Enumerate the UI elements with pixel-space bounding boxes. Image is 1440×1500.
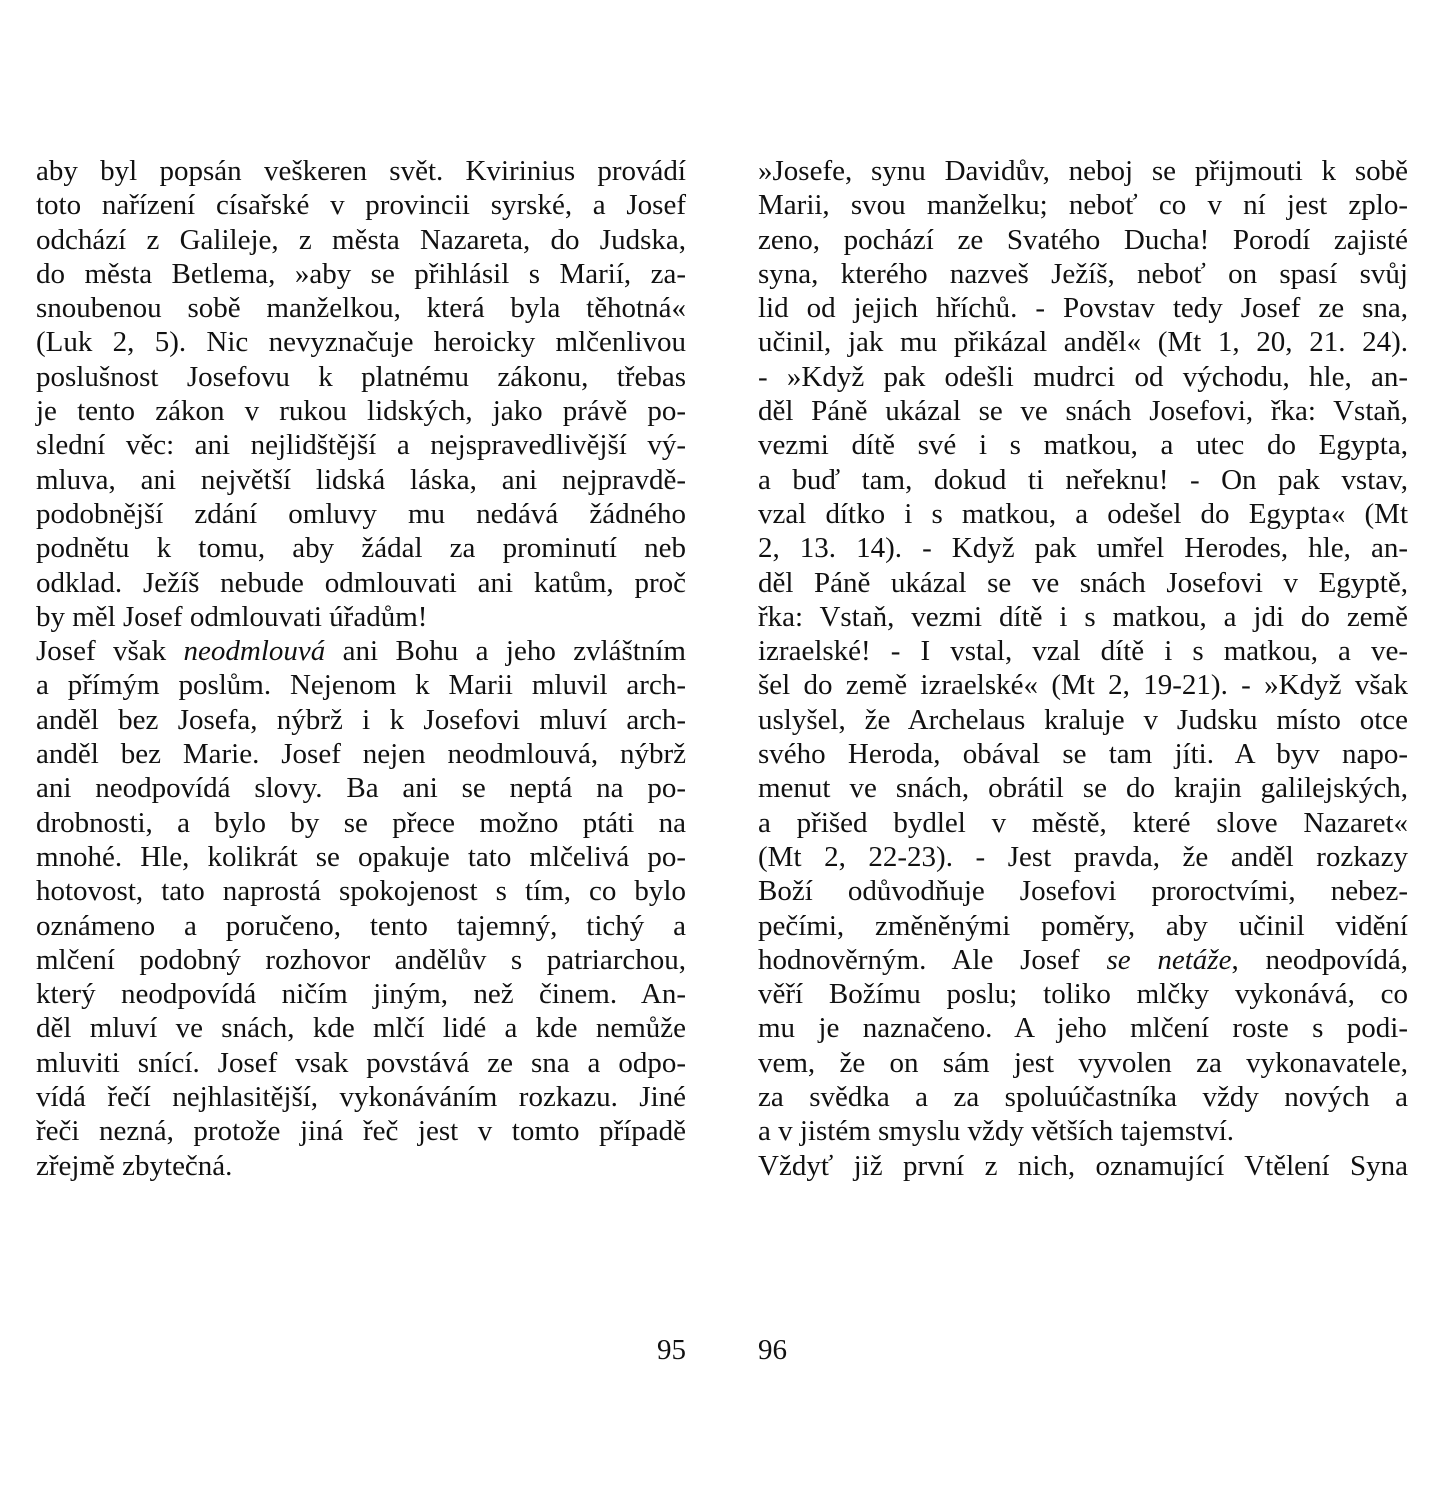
text-line <box>36 668 686 702</box>
text-segment: slední věc: ani nejlidštější a nejspravedlivější vý- <box>36 429 686 462</box>
text-segment: mlčení podobný rozhovor andělův s patriarchou, <box>36 943 686 976</box>
text-line <box>758 1114 1408 1148</box>
text-segment: pečími, změněnými poměry, aby učinil vidění <box>758 909 1408 942</box>
text-line <box>36 840 686 874</box>
text-segment: syna, kterého nazveš Ježíš, neboť on spasí svůj <box>758 257 1408 290</box>
text-line <box>36 1114 686 1148</box>
text-segment: ani Bohu a jeho zvláštním <box>325 635 686 668</box>
text-segment: věří Božímu poslu; toliko mlčky vykonává, co <box>758 978 1408 1011</box>
text-segment: Josef však <box>36 635 184 668</box>
text-segment: šel do země izraelské« (Mt 2, 19-21). - »Když však <box>758 669 1408 702</box>
text-segment: mu je naznačeno. A jeho mlčení roste s podi- <box>758 1012 1408 1045</box>
text-segment: vzal dítko i s matkou, a odešel do Egypta« (Mt <box>758 497 1408 530</box>
text-line <box>758 1011 1408 1045</box>
text-segment: 2, 13. 14). - Když pak umřel Herodes, hle, an- <box>758 532 1408 565</box>
emphasized-text: neodmlouvá <box>183 635 326 668</box>
text-line <box>758 497 1408 531</box>
text-line <box>758 325 1408 359</box>
text-line <box>758 600 1408 634</box>
text-segment: mluva, ani největší lidská láska, ani nejpravdě- <box>36 463 686 496</box>
text-segment: ani neodpovídá slovy. Ba ani se neptá na po- <box>36 772 686 805</box>
text-line <box>36 428 686 462</box>
text-segment: je tento zákon v rukou lidských, jako právě po- <box>36 395 686 428</box>
text-line <box>36 874 686 908</box>
text-line <box>758 1046 1408 1080</box>
text-line <box>758 943 1408 977</box>
text-segment: , neodpovídá, <box>1231 943 1408 976</box>
text-line <box>758 428 1408 462</box>
text-segment: za svědka a za spoluúčastníka vždy nových a <box>758 1081 1408 1114</box>
text-segment: podnětu k tomu, aby žádal za prominutí neb <box>36 532 686 565</box>
text-line <box>36 634 686 668</box>
text-line <box>36 531 686 565</box>
text-segment: a buď tam, dokud ti neřeknu! - On pak vstav, <box>758 463 1408 496</box>
text-line <box>36 806 686 840</box>
text-segment: anděl bez Marie. Josef nejen neodmlouvá, nýbrž <box>36 738 686 771</box>
text-segment: Marii, svou manželku; neboť co v ní jest zplo- <box>758 189 1408 222</box>
text-line <box>758 360 1408 394</box>
text-segment: a přišed bydlel v městě, které slove Nazaret« <box>758 806 1408 839</box>
text-segment: (Mt 2, 22-23). - Jest pravda, že anděl rozkazy <box>758 840 1408 873</box>
text-line <box>36 291 686 325</box>
text-line <box>36 325 686 359</box>
text-segment: odklad. Ježíš nebude odmlouvati ani katům, proč <box>36 566 686 599</box>
text-line <box>36 600 686 634</box>
text-line <box>758 188 1408 222</box>
right-page-text <box>758 154 1408 1183</box>
text-segment: který neodpovídá ničím jiným, než činem. An- <box>36 978 686 1011</box>
text-line <box>36 257 686 291</box>
text-line <box>758 874 1408 908</box>
text-segment: svého Heroda, obával se tam jíti. A byv napo- <box>758 738 1408 771</box>
text-segment: zeno, pochází ze Svatého Ducha! Porodí zajisté <box>758 223 1408 256</box>
text-line <box>758 703 1408 737</box>
text-line <box>758 1080 1408 1114</box>
text-line <box>36 497 686 531</box>
text-line <box>36 1149 686 1183</box>
text-segment: aby byl popsán veškeren svět. Kvirinius provádí <box>36 155 686 187</box>
emphasized-text: se netáže <box>1106 943 1232 976</box>
text-line <box>36 566 686 600</box>
text-line <box>758 909 1408 943</box>
text-line <box>36 394 686 428</box>
text-line <box>36 154 686 188</box>
text-segment: podobnější zdání omluvy mu nedává žádného <box>36 497 686 530</box>
text-segment: děl Páně ukázal se ve snách Josefovi, řka: Vstaň, <box>758 395 1408 428</box>
text-line <box>758 154 1408 188</box>
text-segment: vem, že on sám jest vyvolen za vykonavatele, <box>758 1046 1408 1079</box>
text-line <box>758 634 1408 668</box>
text-line <box>36 737 686 771</box>
text-segment: odchází z Galileje, z města Nazareta, do Judska, <box>36 223 686 256</box>
text-line <box>758 257 1408 291</box>
text-segment: Boží odůvodňuje Josefovi proroctvími, nebez- <box>758 875 1408 908</box>
text-segment: děl Páně ukázal se ve snách Josefovi v Egyptě, <box>758 566 1408 599</box>
text-segment: lid od jejich hříchů. - Povstav tedy Josef ze sna, <box>758 292 1408 325</box>
text-segment: poslušnost Josefovu k platnému zákonu, třebas <box>36 360 686 393</box>
text-segment: Vždyť již první z nich, oznamující Vtělení Syna <box>758 1149 1408 1182</box>
text-segment: do města Betlema, »aby se přihlásil s Marií, za- <box>36 257 686 290</box>
text-line <box>36 1011 686 1045</box>
text-line <box>36 463 686 497</box>
text-segment: hodnověrným. Ale Josef <box>758 943 1107 976</box>
text-segment: drobnosti, a bylo by se přece možno ptáti na <box>36 806 686 839</box>
text-line <box>36 703 686 737</box>
text-line <box>36 1046 686 1080</box>
text-segment: vídá řečí nejhlasitější, vykonáváním rozkazu. Jiné <box>36 1081 686 1114</box>
text-segment: »Josefe, synu Davidův, neboj se přijmouti k sobě <box>758 155 1408 187</box>
text-segment: řeči nezná, protože jiná řeč jest v tomto případě <box>36 1115 686 1148</box>
text-line <box>36 771 686 805</box>
text-segment: (Luk 2, 5). Nic nevyznačuje heroicky mlčenlivou <box>36 326 686 359</box>
text-line <box>36 909 686 943</box>
text-line <box>36 223 686 257</box>
text-segment: a v jistém smyslu vždy větších tajemství. <box>758 1115 1235 1148</box>
text-segment: toto nařízení císařské v provincii syrské, a Josef <box>36 189 686 222</box>
text-segment: anděl bez Josefa, nýbrž i k Josefovi mluví arch- <box>36 703 686 736</box>
text-line <box>36 360 686 394</box>
text-line <box>758 668 1408 702</box>
text-segment: zřejmě zbytečná. <box>36 1149 233 1182</box>
text-line <box>758 223 1408 257</box>
text-line <box>36 188 686 222</box>
text-line <box>758 737 1408 771</box>
text-segment: řka: Vstaň, vezmi dítě i s matkou, a jdi do země <box>758 600 1408 633</box>
text-segment: menut ve snách, obrátil se do krajin galilejských, <box>758 772 1408 805</box>
text-segment: by měl Josef odmlouvati úřadům! <box>36 600 428 633</box>
text-line <box>758 291 1408 325</box>
text-line <box>36 943 686 977</box>
text-line <box>758 840 1408 874</box>
page-number-left: 95 <box>657 1334 686 1366</box>
text-line <box>36 1080 686 1114</box>
text-line <box>758 806 1408 840</box>
text-segment: vezmi dítě své i s matkou, a utec do Egypta, <box>758 429 1408 462</box>
left-page-text <box>36 154 686 1183</box>
text-line <box>758 531 1408 565</box>
text-segment: oznámeno a poručeno, tento tajemný, tichý a <box>36 909 686 942</box>
text-segment: mluviti snící. Josef vsak povstává ze sna a odpo- <box>36 1046 686 1079</box>
text-segment: a přímým poslům. Nejenom k Marii mluvil arch- <box>36 669 686 702</box>
text-segment: izraelské! - I vstal, vzal dítě i s matkou, a ve- <box>758 635 1408 668</box>
text-segment: snoubenou sobě manželkou, která byla těhotná« <box>36 292 686 325</box>
text-segment: učinil, jak mu přikázal anděl« (Mt 1, 20, 21. 24). <box>758 326 1408 359</box>
text-segment: uslyšel, že Archelaus kraluje v Judsku místo otce <box>758 703 1408 736</box>
text-line <box>758 771 1408 805</box>
text-line <box>758 566 1408 600</box>
text-line <box>36 977 686 1011</box>
page-number-right: 96 <box>758 1334 787 1366</box>
text-line <box>758 977 1408 1011</box>
text-line <box>758 463 1408 497</box>
text-segment: děl mluví ve snách, kde mlčí lidé a kde nemůže <box>36 1012 686 1045</box>
text-segment: hotovost, tato naprostá spokojenost s tím, co bylo <box>36 875 686 908</box>
text-line <box>758 394 1408 428</box>
text-segment: - »Když pak odešli mudrci od východu, hle, an- <box>758 360 1408 393</box>
text-segment: mnohé. Hle, kolikrát se opakuje tato mlčelivá po- <box>36 840 686 873</box>
text-line <box>758 1149 1408 1183</box>
